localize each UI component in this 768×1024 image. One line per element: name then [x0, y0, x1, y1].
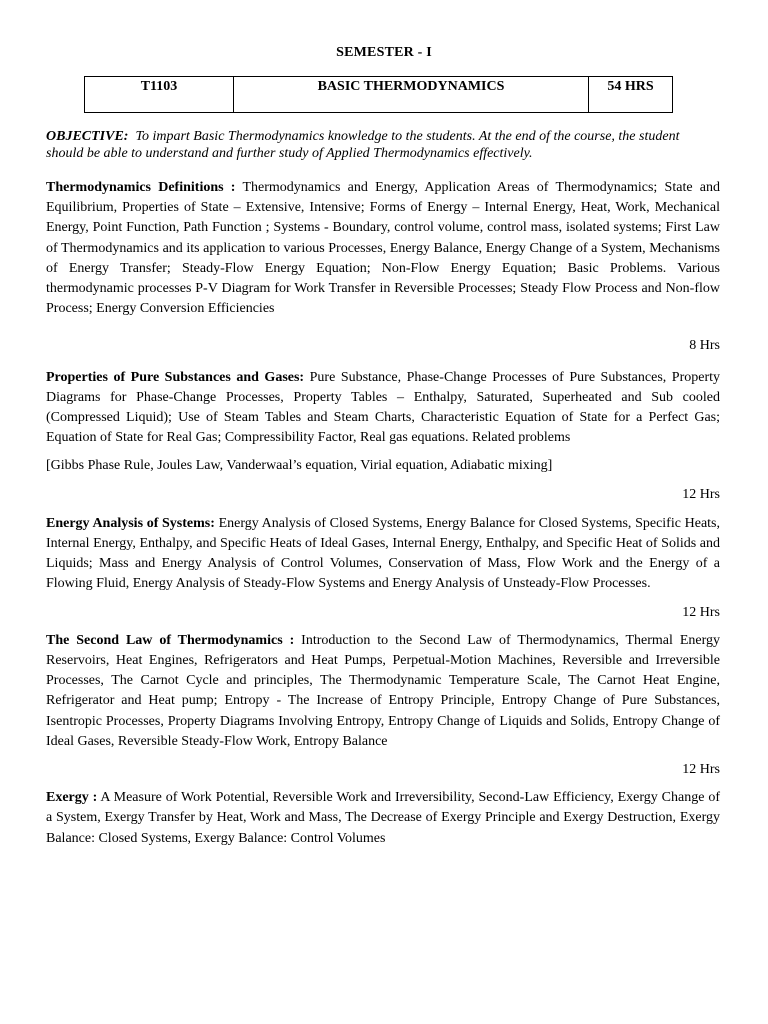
unit-1-hours: 8 Hrs — [689, 338, 720, 354]
objective-label: OBJECTIVE: — [46, 129, 129, 144]
course-header-row — [85, 77, 673, 113]
unit-2-title: Properties of Pure Substances and Gases: — [46, 369, 305, 385]
course-hours: 54 HRS — [589, 77, 673, 113]
syllabus-content — [46, 128, 720, 849]
unit-4-body: Introduction to the Second Law of Thermodynamics, Thermal Energy Reservoirs, Heat Engines, Refrigerators and Heat Pumps, Perpetual-Motion Machines, Reversible and Irreversible Processes, The Carnot Cycle and principles, The Thermodynamic Temperature Scale, The Carnot Heat Engine, Refrigerator and Heat pump; Entropy - The Increase of Entropy Principle, Entropy Change of Pure Substances, Isentropic Processes, Property Diagrams Involving Entropy, Entropy Change of Liquids and Solids, Entropy Change of Ideal Gases, Reversible Steady-Flow Work, Entropy Balance — [46, 632, 721, 749]
unit-3-description — [46, 514, 720, 595]
unit-2-body: Pure Substance, Phase-Change Processes of Pure Substances, Property Diagrams for Phase-Change Processes, Property Tables – Enthalpy, Saturated, Superheated and Sub cooled (Compressed Liquid); Use of Steam Tables and Steam Charts, Characteristic Equation of State for a Perfect Gas; Equation of State for Real Gas; Compressibility Factor, Real gas equations. Related problems — [46, 369, 721, 446]
unit-3-hours: 12 Hrs — [682, 604, 720, 620]
unit-1-description — [46, 178, 720, 319]
unit-4-hours: 12 Hrs — [682, 762, 720, 778]
unit-1-body: Thermodynamics and Energy, Application Areas of Thermodynamics; State and Equilibrium, Properties of State – Extensive, Intensive; Forms of Energy – Internal Energy, Heat, Work, Mechanical Energy, Point Function, Path Function ; Systems - Boundary, control volume, control mass, isolated systems; First Law of Thermodynamics and its application to various Processes, Energy Balance, Energy Change of a System, Mechanisms of Energy Transfer; Steady-Flow Energy Equation; Non-Flow Energy Equation; Basic Problems. Various thermodynamic processes P-V Diagram for Work Transfer in Reversible Processes; Steady Flow Process and Non-flow Process; Energy Conversion Efficiencies — [46, 180, 720, 317]
objective-paragraph — [46, 128, 720, 162]
unit-4-title: The Second Law of Thermodynamics : — [46, 632, 295, 648]
course-title: BASIC THERMODYNAMICS — [234, 77, 589, 113]
unit-3-title: Energy Analysis of Systems: — [46, 515, 215, 531]
unit-5-description — [46, 788, 720, 849]
course-header-table — [84, 76, 673, 113]
unit-5-body: A Measure of Work Potential, Reversible Work and Irreversibility, Second-Law Efficiency, Exergy Change of a System, Exergy Transfer by Heat, Work and Mass, The Decrease of Exergy Principle and Exergy Destruction, Exergy Balance: Closed Systems, Exergy Balance: Control Volumes — [46, 790, 720, 846]
course-code: T1103 — [85, 77, 234, 113]
unit-1-title: Thermodynamics Definitions : — [46, 180, 236, 195]
unit-3-body: Energy Analysis of Closed Systems, Energy Balance for Closed Systems, Specific Heats, Internal Energy, Enthalpy, and Specific Heats of Ideal Gases, Internal Energy, Enthalpy, and Specific Heat of Solids and Liquids; Mass and Energy Analysis of Control Volumes, Conservation of Mass, Flow Work and the Energy of a Flowing Fluid, Energy Analysis of Steady-Flow Systems and Energy Analysis of Unsteady-Flow Processes. — [46, 515, 720, 592]
unit-2-note: [Gibbs Phase Rule, Joules Law, Vanderwaal’s equation, Virial equation, Adiabatic mixing] — [46, 458, 553, 474]
objective-text: To impart Basic Thermodynamics knowledge to the students. At the end of the course, the student should be able to understand and further study of Applied Thermodynamics effectively. — [46, 129, 680, 161]
unit-2-hours: 12 Hrs — [682, 486, 720, 502]
unit-5-title: Exergy : — [46, 790, 98, 806]
semester-title: SEMESTER - I — [336, 45, 432, 60]
unit-2-description — [46, 368, 720, 449]
unit-4-description — [46, 631, 720, 752]
